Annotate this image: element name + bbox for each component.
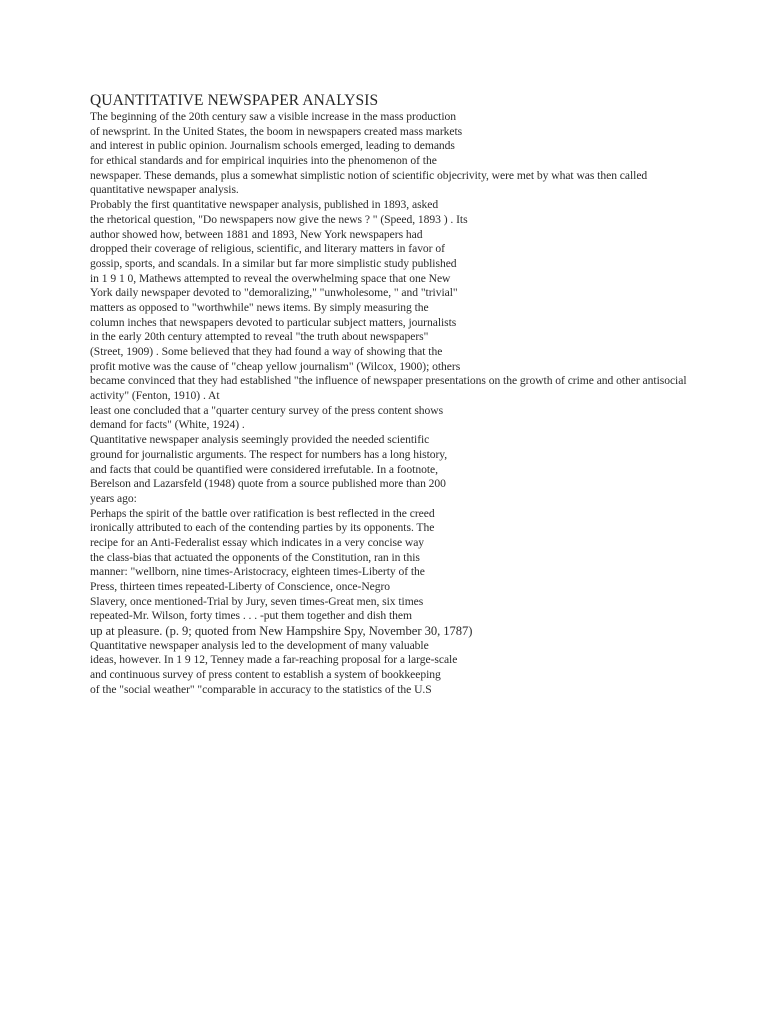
text-line: York daily newspaper devoted to "demoralizing," "unwholesome, " and "trivial" <box>90 286 458 300</box>
text-line: column inches that newspapers devoted to particular subject matters, journalists <box>90 315 457 329</box>
text-line: Perhaps the spirit of the battle over ratification is best reflected in the creed <box>90 506 435 520</box>
text-line: newspaper. These demands, plus a somewhat simplistic notion of scientific objecrivity, were met by what was then called <box>90 168 648 182</box>
text-line: recipe for an Anti-Federalist essay which indicates in a very concise way <box>90 535 425 549</box>
text-line: years ago: <box>90 491 137 505</box>
text-line: gossip, sports, and scandals. In a similar but far more simplistic study published <box>90 256 457 270</box>
text-line: Slavery, once mentioned-Trial by Jury, seven times-Great men, six times <box>90 594 424 608</box>
text-line: in the early 20th century attempted to reveal "the truth about newspapers" <box>90 330 429 344</box>
document-text <box>90 110 750 698</box>
document-title: QUANTITATIVE NEWSPAPER ANALYSIS <box>90 92 379 109</box>
text-line: of newsprint. In the United States, the boom in newspapers created mass markets <box>90 124 463 138</box>
document-body <box>90 92 750 698</box>
text-line: of the "social weather" "comparable in accuracy to the statistics of the U.S <box>90 682 432 696</box>
text-line: manner: "wellborn, nine times-Aristocracy, eighteen times-Liberty of the <box>90 565 425 579</box>
text-line: The beginning of the 20th century saw a visible increase in the mass production <box>90 110 456 123</box>
text-line: dropped their coverage of religious, scientific, and literary matters in favor of <box>90 242 445 256</box>
text-line: (Street, 1909) . Some believed that they had found a way of showing that the <box>90 345 443 358</box>
text-line: became convinced that they had established "the influence of newspaper presentations on the growth of crime and other antisocial <box>90 374 687 388</box>
text-line: Berelson and Lazarsfeld (1948) quote from a source published more than 200 <box>90 477 446 491</box>
text-line: Press, thirteen times repeated-Liberty of Conscience, once-Negro <box>90 580 391 593</box>
text-line: matters as opposed to "worthwhile" news items. By simply measuring the <box>90 300 429 314</box>
text-line: up at pleasure. (p. 9; quoted from New Hampshire Spy, November 30, 1787) <box>90 624 473 639</box>
text-line: demand for facts" (White, 1924) . <box>90 418 245 432</box>
text-line: Probably the first quantitative newspaper analysis, published in 1893, asked <box>90 198 439 212</box>
text-line: and continuous survey of press content to establish a system of bookkeeping <box>90 668 441 682</box>
text-line: Quantitative newspaper analysis seemingly provided the needed scientific <box>90 433 430 447</box>
text-line: and interest in public opinion. Journalism schools emerged, leading to demands <box>90 139 455 153</box>
text-line: and facts that could be quantified were considered irrefutable. In a footnote, <box>90 462 438 476</box>
text-line: ground for journalistic arguments. The respect for numbers has a long history, <box>90 447 448 461</box>
text-line: repeated-Mr. Wilson, forty times . . . -put them together and dish them <box>90 609 412 623</box>
text-line: quantitative newspaper analysis. <box>90 183 239 197</box>
text-line: profit motive was the cause of "cheap yellow journalism" (Wilcox, 1900); others <box>90 359 461 373</box>
text-line: activity" (Fenton, 1910) . At <box>90 389 220 403</box>
text-line: least one concluded that a "quarter century survey of the press content shows <box>90 403 444 417</box>
text-line: ironically attributed to each of the contending parties by its opponents. The <box>90 521 435 535</box>
text-line: ideas, however. In 1 9 12, Tenney made a far-reaching proposal for a large-scale <box>90 653 458 667</box>
text-line: the class-bias that actuated the opponents of the Constitution, ran in this <box>90 550 420 564</box>
text-line: author showed how, between 1881 and 1893, New York newspapers had <box>90 227 423 241</box>
text-line: the rhetorical question, "Do newspapers now give the news ? " (Speed, 1893 ) . Its <box>90 212 468 226</box>
text-line: in 1 9 1 0, Mathews attempted to reveal the overwhelming space that one New <box>90 271 451 285</box>
text-line: for ethical standards and for empirical inquiries into the phenomenon of the <box>90 154 437 168</box>
text-line: Quantitative newspaper analysis led to the development of many valuable <box>90 638 429 652</box>
